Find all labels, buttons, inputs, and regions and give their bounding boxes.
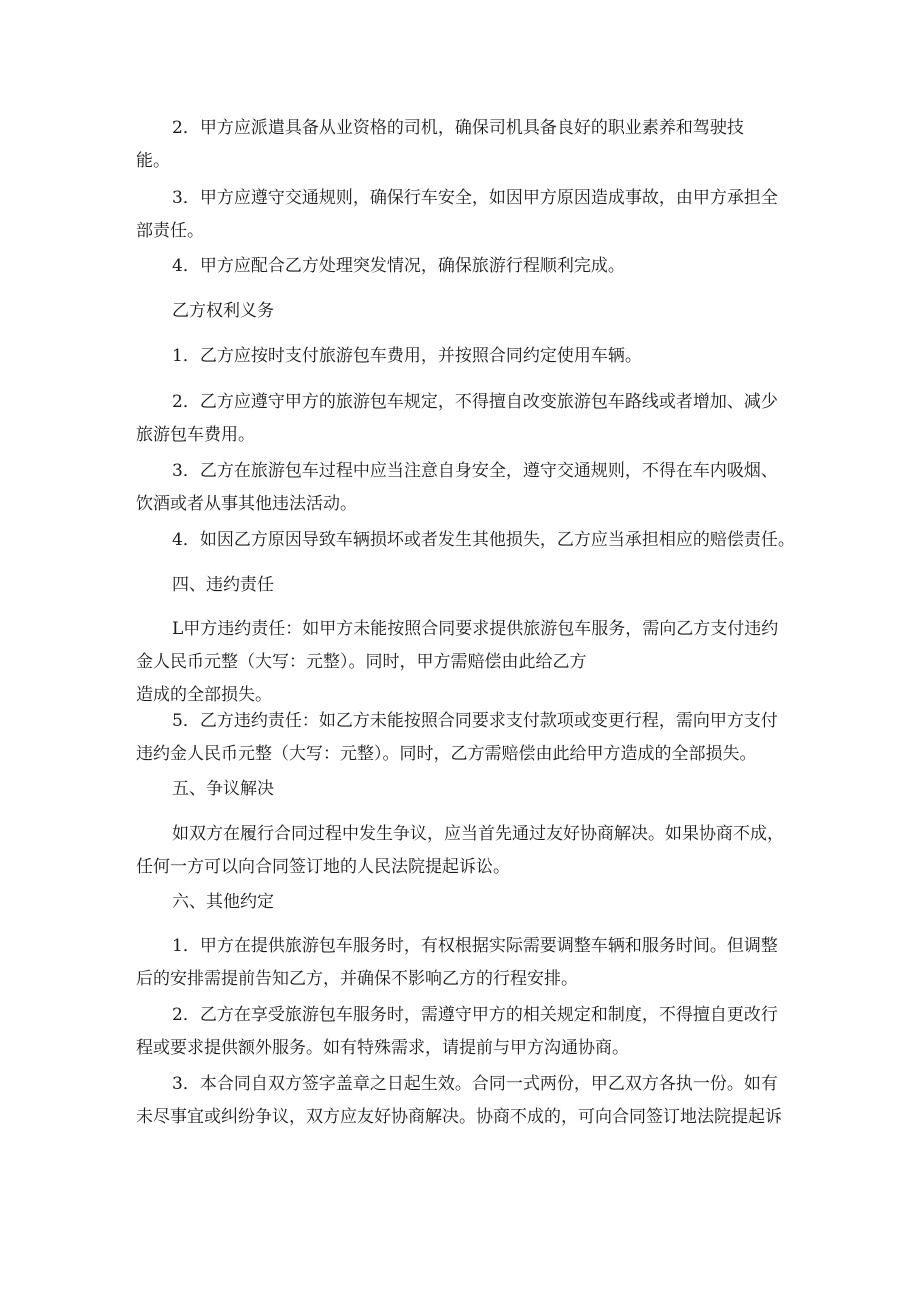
clause-party-b-2	[136, 386, 786, 452]
clause-other-2	[136, 999, 786, 1065]
heading-text: 五、争议解决	[172, 779, 274, 799]
text-line: 4．甲方应配合乙方处理突发情况，确保旅游行程顺利完成。	[172, 256, 625, 276]
heading-text: 四、违约责任	[172, 575, 274, 595]
text-line: L甲方违约责任：如甲方未能按照合同要求提供旅游包车服务，需向乙方支付违约	[172, 619, 779, 639]
text-line: 能。	[136, 151, 170, 171]
text-line: 饮酒或者从事其他违法活动。	[136, 494, 357, 514]
text-line: 如双方在履行合同过程中发生争议，应当首先通过友好协商解决。如果协商不成，	[172, 824, 784, 844]
text-line: 造成的全部损失。	[136, 685, 272, 705]
section-heading-liability	[136, 569, 786, 602]
clause-other-1	[136, 930, 786, 996]
clause-other-3	[136, 1068, 786, 1134]
text-line: 违约金人民币元整（大写：元整）。同时，乙方需赔偿由此给甲方造成的全部损失。	[136, 744, 757, 764]
text-line: 任何一方可以向合同签订地的人民法院提起诉讼。	[136, 857, 510, 877]
clause-party-b-1	[136, 340, 786, 373]
text-line: 未尽事宜或纠纷争议，双方应友好协商解决。协商不成的，可向合同签订地法院提起诉	[136, 1107, 782, 1127]
text-line: 5．乙方违约责任：如乙方未能按照合同要求支付款项或变更行程，需向甲方支付	[172, 711, 778, 731]
text-line: 后的安排需提前告知乙方，并确保不影响乙方的行程安排。	[136, 969, 578, 989]
text-line: 程或要求提供额外服务。如有特殊需求，请提前与甲方沟通协商。	[136, 1038, 629, 1058]
heading-text: 六、其他约定	[172, 892, 274, 912]
text-line: 3．本合同自双方签字盖章之日起生效。合同一式两份，甲乙双方各执一份。如有	[172, 1074, 778, 1094]
text-line: 3．甲方应遵守交通规则，确保行车安全，如因甲方原因造成事故，由甲方承担全	[172, 188, 778, 208]
section-heading-dispute	[136, 773, 786, 806]
text-line: 部责任。	[136, 221, 204, 241]
clause-liability-party-a	[136, 613, 786, 712]
heading-text: 乙方权利义务	[172, 301, 274, 321]
text-line: 金人民币元整（大写：元整）。同时，甲方需赔偿由此给乙方	[136, 652, 587, 672]
text-line: 2．乙方应遵守甲方的旅游包车规定，不得擅自改变旅游包车路线或者增加、减少	[172, 392, 778, 412]
clause-liability-party-b	[136, 705, 786, 771]
clause-party-b-3	[136, 455, 786, 521]
section-heading-party-b	[136, 295, 786, 328]
text-line: 1．乙方应按时支付旅游包车费用，并按照合同约定使用车辆。	[172, 346, 642, 366]
section-heading-other	[136, 886, 786, 919]
text-line: 3．乙方在旅游包车过程中应当注意自身安全，遵守交通规则，不得在车内吸烟、	[172, 461, 778, 481]
clause-party-b-4	[136, 524, 795, 557]
clause-party-a-2	[136, 112, 786, 178]
text-line: 2．甲方应派遣具备从业资格的司机，确保司机具备良好的职业素养和驾驶技	[172, 118, 744, 138]
text-line: 2．乙方在享受旅游包车服务时，需遵守甲方的相关规定和制度，不得擅自更改行	[172, 1005, 778, 1025]
clause-dispute	[136, 818, 786, 884]
text-line: 4．如因乙方原因导致车辆损坏或者发生其他损失，乙方应当承担相应的赔偿责任。	[172, 530, 795, 550]
clause-party-a-4	[136, 250, 786, 283]
clause-party-a-3	[136, 182, 786, 248]
text-line: 1．甲方在提供旅游包车服务时，有权根据实际需要调整车辆和服务时间。但调整	[172, 936, 778, 956]
text-line: 旅游包车费用。	[136, 425, 255, 445]
